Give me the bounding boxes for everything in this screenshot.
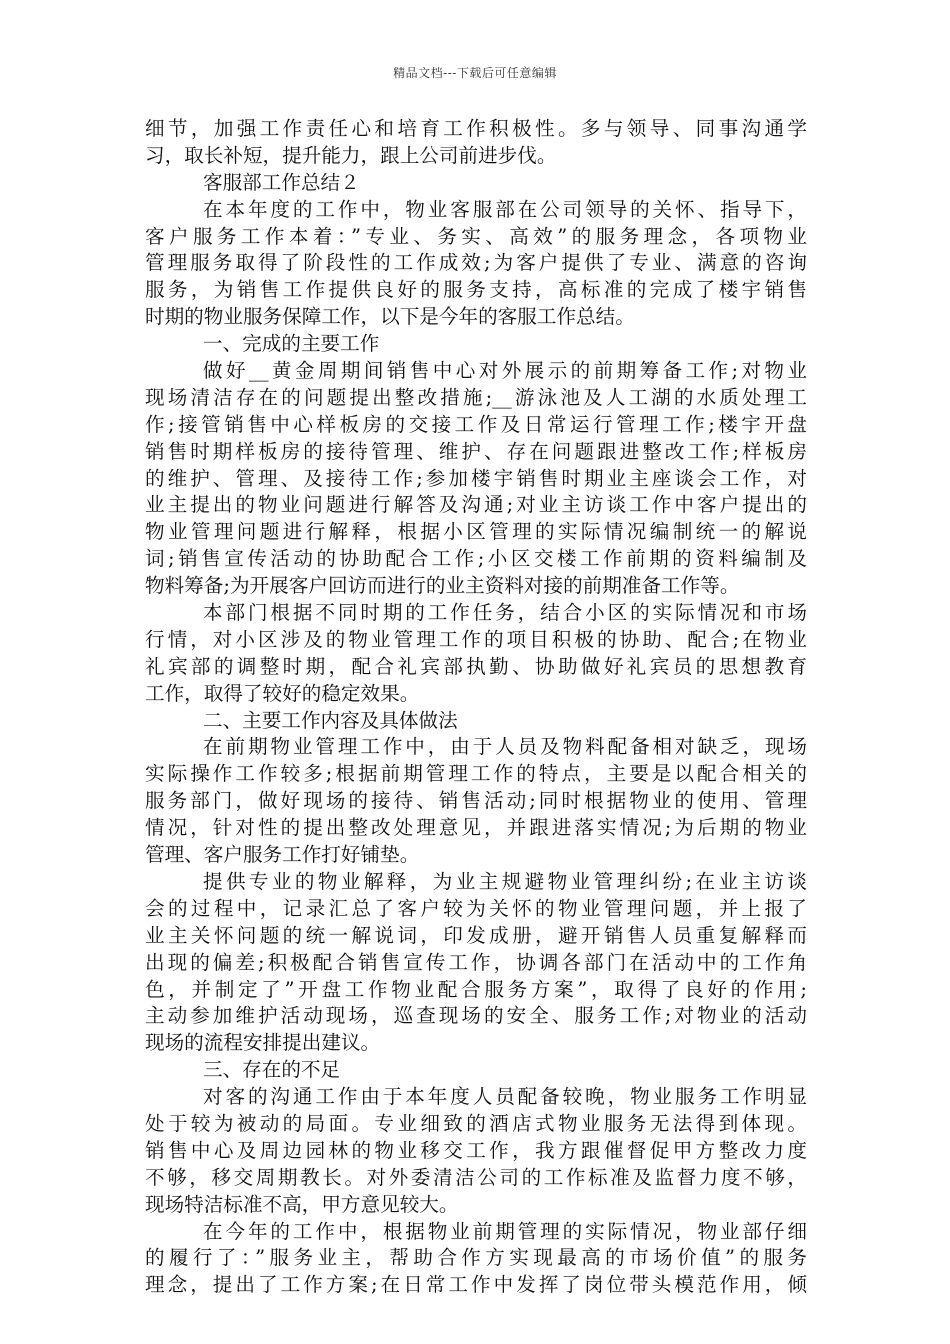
text-line: 对客的沟通工作由于本年度人员配备较晚，物业服务工作明显: [203, 1085, 807, 1109]
text-line: 管理服务取得了阶段性的工作成效;为客户提供了专业、满意的咨询: [145, 251, 807, 275]
text-line: 现场的流程安排提出建议。: [145, 1031, 381, 1055]
text-line: 一、完成的主要工作: [203, 332, 380, 356]
text-line: 做好__黄金周期间销售中心对外展示的前期筹备工作;对物业: [203, 359, 807, 383]
text-line: 处于较为被动的局面。专业细致的酒店式物业服务无法得到体现。: [145, 1111, 807, 1135]
text-line: 提供专业的物业解释，为业主规避物业管理纠纷;在业主访谈: [203, 869, 807, 893]
text-line: 客户服务工作本着：”专业、务实、高效”的服务理念，各项物业: [145, 224, 807, 248]
text-line: 不够，移交周期教长。对外委清洁公司的工作标准及监督力度不够，: [145, 1165, 807, 1189]
text-line: 业主提出的物业问题进行解答及沟通;对业主访谈工作中客户提出的: [145, 493, 807, 517]
text-line: 词;销售宣传活动的协助配合工作;小区交楼工作前期的资料编制及: [145, 547, 807, 571]
text-line: 在前期物业管理工作中，由于人员及物料配备相对缺乏，现场: [203, 735, 807, 759]
text-line: 在本年度的工作中，物业客服部在公司领导的关怀、指导下，: [203, 197, 807, 221]
text-line: 习，取长补短，提升能力，跟上公司前进步伐。: [145, 143, 557, 167]
text-line: 礼宾部的调整时期，配合礼宾部执勤、协助做好礼宾员的思想教育: [145, 654, 807, 678]
document-body: [145, 116, 807, 1299]
page-header: 精品文档---下载后可任意编辑: [393, 66, 557, 80]
text-line: 出现的偏差;积极配合销售宣传工作，协调各部门在活动中的工作角: [145, 950, 807, 974]
text-line: 现场特洁标准不高，甲方意见较大。: [145, 1192, 459, 1216]
text-line: 业主关怀问题的统一解说词，印发成册，避开销售人员重复解释而: [145, 923, 807, 947]
text-line: 服务，为销售工作提供良好的服务支持，高标准的完成了楼宇销售: [145, 278, 807, 302]
text-line: 三、存在的不足: [203, 1058, 341, 1082]
text-line: 色，并制定了”开盘工作物业配合服务方案”，取得了良好的作用;: [145, 977, 807, 1001]
text-line: 二、主要工作内容及具体做法: [203, 708, 458, 732]
text-line: 情况，针对性的提出整改处理意见，并跟进落实情况;为后期的物业: [145, 816, 807, 840]
text-line: 细节，加强工作责任心和培育工作积极性。多与领导、同事沟通学: [145, 117, 807, 140]
text-line: 行情，对小区涉及的物业管理工作的项目积极的协助、配合;在物业: [145, 627, 807, 651]
text-line: 的维护、管理、及接待工作;参加楼宇销售时期业主座谈会工作，对: [145, 466, 807, 490]
text-line: 客服部工作总结２: [203, 170, 360, 194]
text-line: 服务部门，做好现场的接待、销售活动;同时根据物业的使用、管理: [145, 789, 807, 813]
text-line: 销售中心及周边园林的物业移交工作，我方跟催督促甲方整改力度: [145, 1138, 807, 1162]
text-line: 的履行了：”服务业主，帮助合作方实现最高的市场价值”的服务: [145, 1246, 807, 1270]
text-line: 现场清洁存在的问题提出整改措施;__游泳池及人工湖的水质处理工: [145, 385, 807, 409]
text-line: 主动参加维护活动现场，巡查现场的安全、服务工作;对物业的活动: [145, 1004, 807, 1028]
text-line: 在今年的工作中，根据物业前期管理的实际情况，物业部仔细: [203, 1219, 807, 1243]
text-line: 管理、客户服务工作打好铺垫。: [145, 843, 420, 867]
text-line: 会的过程中，记录汇总了客户较为关怀的物业管理问题，并上报了: [145, 896, 807, 920]
text-line: 时期的物业服务保障工作，以下是今年的客服工作总结。: [145, 305, 635, 329]
text-line: 工作，取得了较好的稳定效果。: [145, 681, 420, 705]
text-line: 销售时期样板房的接待管理、维护、存在问题跟进整改工作;样板房: [145, 439, 807, 463]
text-line: 实际操作工作较多;根据前期管理工作的特点，主要是以配合相关的: [145, 762, 807, 786]
text-line: 本部门根据不同时期的工作任务，结合小区的实际情况和市场: [203, 601, 807, 625]
text-line: 物业管理问题进行解释，根据小区管理的实际情况编制统一的解说: [145, 520, 807, 544]
text-line: 物料筹备;为开展客户回访而进行的业主资料对接的前期准备工作等。: [145, 574, 740, 598]
text-line: 理念，提出了工作方案;在日常工作中发挥了岗位带头模范作用，倾: [145, 1273, 807, 1297]
text-line: 作;接管销售中心样板房的交接工作及日常运行管理工作;楼宇开盘: [145, 412, 807, 436]
